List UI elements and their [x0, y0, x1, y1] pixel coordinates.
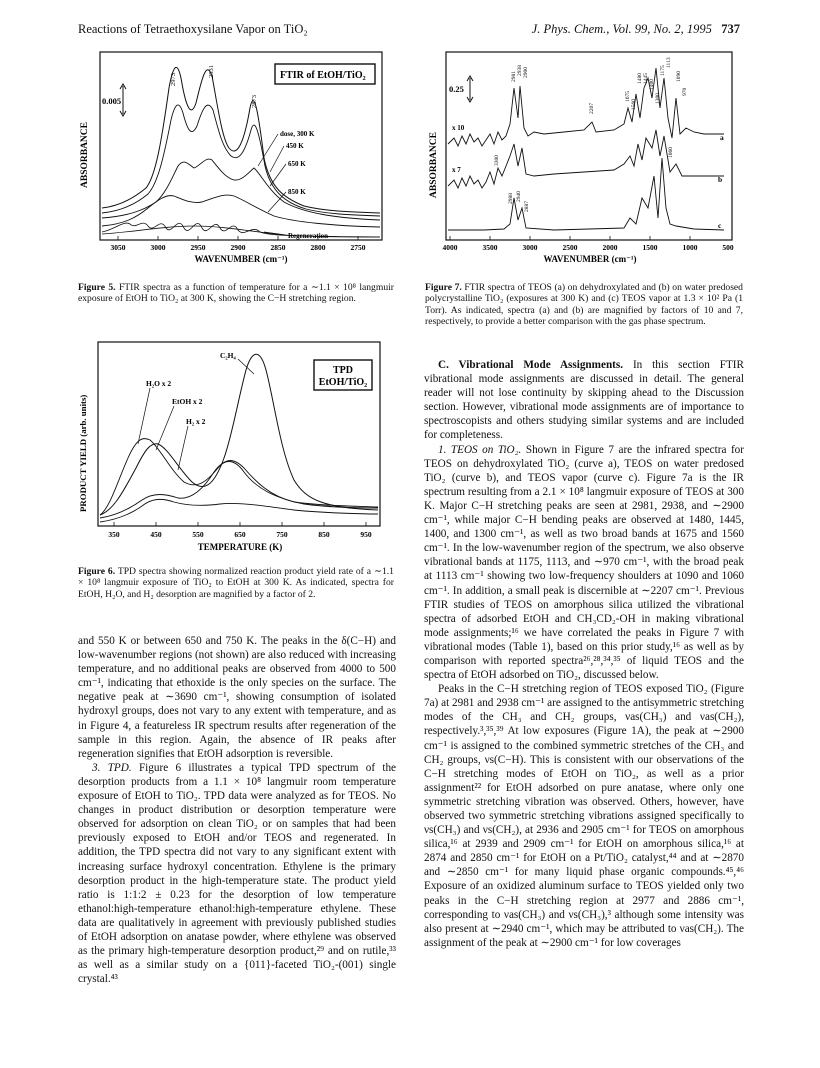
- fig6-caption-label: Figure 6.: [78, 566, 116, 577]
- fig5-title: FTIR of EtOH/TiO₂: [280, 70, 366, 81]
- running-header-left: Reactions of Tetraethoxysilane Vapor on TiO₂: [78, 22, 308, 36]
- fig6-label-h2: H₂ x 2: [186, 417, 206, 426]
- fig7-peak: 1400: [649, 79, 655, 90]
- fig5-xtick: 3050: [110, 243, 126, 252]
- fig7-peak: 970: [682, 87, 688, 96]
- teos-subsection-head: 1. TEOS on TiO₂.: [438, 443, 522, 456]
- journal-citation: J. Phys. Chem., Vol. 99, No. 2, 1995: [531, 22, 712, 36]
- fig5-peak-2931: 2931: [208, 65, 215, 78]
- fig5-label-dose: dose, 300 K: [280, 130, 315, 138]
- left-paragraph-1: and 550 K or between 650 and 750 K. The peaks in the δ(C−H) and low-wavenumber regions (not shown) are also reduced with increasing temperature, and no additional peaks are observed from 4000 to 500 cm⁻¹, indicating that ethoxide is the only species on the surface. The negative peak at ∼3690 cm⁻¹, showing consumption of isolated hydroxyl groups, does not vary to any extent with temperature, and as in Figure 4, a featureless IR spectrum results after regeneration of the sample in this region. Again, the absence of IR peaks after regeneration signifies that EtOH adsorption is reversible.: [78, 635, 396, 760]
- fig7-curve-c: c: [718, 221, 722, 230]
- right-column-text: [424, 358, 744, 950]
- left-column-text: [78, 634, 396, 986]
- teos-subsection-body: Shown in Figure 7 are the infrared spectra for TEOS on dehydroxylated TiO₂ (curve a), TEOS on water predosed TiO₂ (curve b), and TEOS vapor (curve c). Figure 7a is the IR spectrum resulting from a 2.1 × 10⁸ langmuir exposure of TEOS at 300 K. Major C−H stretching peaks are seen at 2981, 2938, and ∼2900 cm⁻¹, while major C−H bending peaks are observed at 1480, 1445, 1400, and 1300 cm⁻¹, as well as two broad bands at 1675 and 1560 cm⁻¹. In the low-wavenumber region of the spectrum, we also observe vibrational bands at 1175, 1113, and ∼970 cm⁻¹, with the broad peak at 1113 cm⁻¹ showing two low-frequency shoulders at 1090 and 1060 cm⁻¹. In addition, a small peak is discernible at ∼2207 cm⁻¹. Previous FTIR studies of TEOS on amorphous silica utilized the vibrational spectra of adsorbed EtOH and CH₃CD₂-OH in making vibrational mode assignments;¹⁶ we have correlated the peaks in Figure 7 with vibrational modes (Table 1), based on this prior study,¹⁶ as well as by comparison with reported spectra²⁶,²⁸,³⁴,³⁵ of liquid TEOS and the spectra of EtOH adsorbed on TiO₂, discussed below.: [424, 443, 744, 682]
- fig6-caption-text: TPD spectra showing normalized reaction product yield rate of a ∼1.1 × 10⁸ langmuir exposure of TiO₂ to EtOH at 300 K. As indicated, spectra for EtOH, H₂O, and H₂ desorption are magnified by a factor of 2.: [78, 566, 394, 600]
- fig6-xlabel: TEMPERATURE (K): [197, 542, 283, 552]
- fig7-peak: 1175: [660, 65, 666, 76]
- section-c-heading: C. Vibrational Mode Assignments.: [438, 359, 624, 371]
- fig6-label-etoh: EtOH x 2: [172, 397, 203, 406]
- fig7-xtick: 1500: [642, 243, 658, 252]
- fig5-xtick: 2750: [350, 243, 366, 252]
- fig7-peak: 1445: [643, 73, 649, 84]
- tpd-subsection-head: 3. TPD.: [92, 761, 132, 774]
- fig7-peak: 1060: [668, 147, 674, 158]
- figure-5-caption: [78, 282, 394, 305]
- right-paragraph-3: Peaks in the C−H stretching region of TEOS exposed TiO₂ (Figure 7a) at 2981 and 2938 cm⁻¹ are assigned to the antisymmetric stretching modes of the CH₃ and CH₂ groups, νas(CH₃) and νas(CH₂), respectively.³,³⁵,³⁹ At low exposures (Figure 1A), the peak at ∼2900 cm⁻¹ is assigned to the combined symmetric stretches of the CH₃ and CH₂ groups, νs(C−H). This is consistent with our observations of the C−H stretching modes of EtOH on TiO₂, as well as a prior assignment²² for EtOH adsorbed on pure anatase, where only one symmetric stretching vibration was observed. Others, however, have observed two symmetric stretching vibrations assigned specifically to νs(CH₃) and νs(CH₂), at 2936 and 2905 cm⁻¹ for TEOS on amorphous silica,¹⁶ at 2939 and 2909 cm⁻¹ for EtOH on amorphous silica,¹⁶ at 2874 and 2850 cm⁻¹ for EtOH on a Pt/TiO₂ catalyst,⁴⁴ and at ∼2870 and ∼2850 cm⁻¹ for many liquid phase organic compounds.⁴⁵,⁴⁶ Exposure of an oxidized aluminum surface to TEOS yielded only two peaks in the C−H stretching region at 2977 and 2886 cm⁻¹, corresponding to νas(CH₃) and νs(CH₃),³ although some intensity was also present at ∼2940 cm⁻¹, which may be attributed to νas(CH₂). The assignment of the peak at ∼2900 cm⁻¹ for low coverages: [424, 683, 744, 949]
- fig5-caption-label: Figure 5.: [78, 282, 116, 293]
- fig5-xtick: 2900: [230, 243, 246, 252]
- fig7-xtick: 1000: [682, 243, 698, 252]
- fig5-label-450: 450 K: [286, 142, 304, 150]
- fig7-ylabel: ABSORBANCE: [429, 132, 439, 198]
- fig7-plot-frame: [446, 52, 732, 240]
- running-header-right: [532, 22, 740, 37]
- fig7-peak: 2938: [517, 65, 523, 76]
- fig7-scale-label: 0.25: [449, 84, 464, 94]
- fig7-xtick: 3500: [482, 243, 498, 252]
- fig7-xtick: 2500: [562, 243, 578, 252]
- fig7-xtick: 4000: [442, 243, 458, 252]
- fig6-ylabel: PRODUCT YIELD (arb. units): [78, 394, 88, 512]
- fig7-peak: 1113: [666, 57, 672, 68]
- fig5-xtick: 3000: [150, 243, 166, 252]
- fig6-label-c2h4: C₂H₄: [220, 351, 236, 360]
- fig7-peak: 3300: [494, 155, 500, 166]
- fig7-curve-a: a: [720, 133, 724, 142]
- right-paragraph-1: [424, 358, 744, 443]
- fig6-xtick: 750: [276, 530, 288, 539]
- fig7-xtick: 3000: [522, 243, 538, 252]
- fig7-peak: 2887: [524, 201, 530, 212]
- fig5-xlabel: WAVENUMBER (cm⁻¹): [194, 254, 288, 264]
- fig7-peak: 1480: [637, 73, 643, 84]
- fig7-peak: 1300: [655, 93, 661, 104]
- fig5-xtick: 2800: [310, 243, 326, 252]
- section-c-intro: In this section FTIR vibrational mode assignments are discussed in detail. The general reader will not lose continuity by skipping ahead to the Discussion section. However, vibrational mode assignments are of importance to spectroscopists and others studying similar systems and are included for completeness.: [424, 359, 744, 442]
- fig5-label-regeneration: Regeneration: [288, 232, 329, 240]
- fig6-xtick: 850: [318, 530, 330, 539]
- left-paragraph-2: [78, 761, 396, 987]
- fig6-xtick: 550: [192, 530, 204, 539]
- figure-6-caption: [78, 566, 394, 600]
- fig5-scale-label: 0.005: [102, 96, 122, 106]
- fig7-mag-a: x 10: [452, 124, 465, 132]
- fig7-xtick: 2000: [602, 243, 618, 252]
- fig7-x-axis: [443, 243, 734, 252]
- tpd-subsection-body: Figure 6 illustrates a typical TPD spectrum of the desorption products from a 1.1 × 10⁸ langmuir room temperature exposure of EtOH to TiO₂. TPD data were analyzed as for TEOS. No changes in product distribution or desorption temperature were observed for adsorption on clean TiO₂ or on samples that had been previously exposed to EtOH and/or TEOS and regenerated. In addition, the TPD spectra did not vary to any significant extent with increasing surface hydroxyl concentration. Ethylene is the primary desorption product in the high-temperature state. The product yield ratio is 1:1:2 ± 0.23 for the desorption of low temperature ethanol:high-temperature ethanol:high-temperature ethylene. These data are qualitatively in agreement with previously published studies of EtOH adsorption on anatase powder, where ethylene was observed as the primary high-temperature desorption product,²⁹ and on rutile,³³ as well as a similar study on a {011}-faceted TiO₂-(001) single crystal.⁴³: [78, 761, 397, 986]
- fig6-xtick: 450: [150, 530, 162, 539]
- fig5-ylabel: ABSORBANCE: [80, 122, 90, 188]
- fig7-peak: 2981: [511, 71, 517, 82]
- fig6-xtick: 950: [360, 530, 372, 539]
- fig6-title-1: TPD: [333, 365, 353, 376]
- fig7-mag-b: x 7: [452, 166, 461, 174]
- page-number: 737: [721, 22, 740, 36]
- fig5-peak-2873: 2873: [251, 95, 258, 108]
- fig7-peak: 2940: [516, 191, 522, 202]
- fig6-title-2: EtOH/TiO₂: [318, 377, 368, 388]
- fig6-label-h2o: H₂O x 2: [146, 379, 172, 388]
- fig7-caption-label: Figure 7.: [425, 282, 462, 293]
- fig5-caption-text: FTIR spectra as a function of temperature for a ∼1.1 × 10⁸ langmuir exposure of EtOH to TiO₂ at 300 K, showing the C−H stretching region.: [78, 282, 394, 305]
- fig7-peak-labels: [494, 57, 688, 212]
- fig5-label-650: 650 K: [288, 160, 306, 168]
- fig5-xtick: 2950: [190, 243, 206, 252]
- fig5-label-850: 850 K: [288, 188, 306, 196]
- fig6-xtick: 350: [108, 530, 120, 539]
- fig6-x-axis: [108, 530, 372, 539]
- fig7-curve-b: b: [718, 175, 723, 184]
- fig5-xtick: 2850: [270, 243, 286, 252]
- fig5-peak-2973: 2973: [170, 73, 177, 86]
- figure-6: [74, 340, 394, 562]
- figure-7-caption: [425, 282, 743, 328]
- figure-5: [74, 48, 394, 278]
- fig5-x-axis: [111, 243, 366, 252]
- fig7-peak: 2900: [523, 67, 529, 78]
- fig7-peak: 1090: [676, 71, 682, 82]
- fig7-peak: 1560: [631, 99, 637, 110]
- fig7-xlabel: WAVENUMBER (cm⁻¹): [543, 254, 637, 264]
- fig7-peak: 2988: [508, 193, 514, 204]
- fig7-xtick: 500: [722, 243, 734, 252]
- fig7-caption-text: FTIR spectra of TEOS (a) on dehydroxylated and (b) on water predosed polycrystalline TiO₂ (exposures at 300 K) and (c) TEOS vapor at 1.3 × 10² Pa (1 Torr). As indicated, spectra (a) and (b) are magnified by factors of 10 and 7, respectively, to provide a better comparison with the gas phase spectrum.: [425, 282, 743, 328]
- fig7-peak: 2207: [589, 103, 595, 114]
- figure-7: [424, 48, 744, 276]
- right-paragraph-2: [424, 443, 744, 683]
- fig7-peak: 1675: [625, 91, 631, 102]
- fig6-xtick: 650: [234, 530, 246, 539]
